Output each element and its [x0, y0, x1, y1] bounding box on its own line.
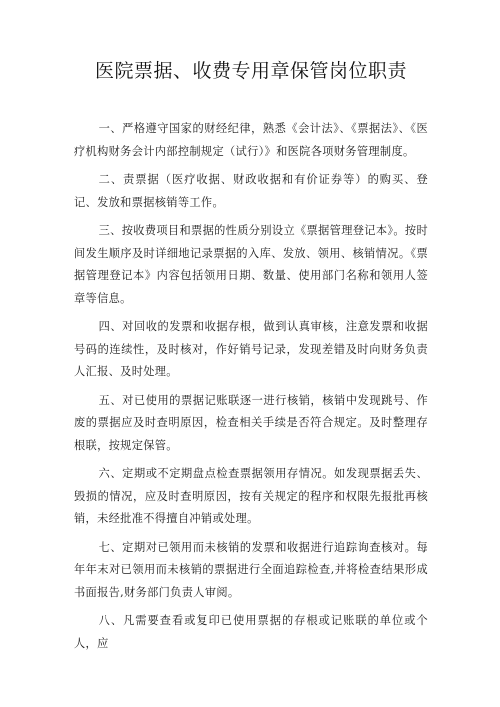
paragraph-7: 七、定期对已领用而未核销的发票和收据进行追踪询查核对。每年年末对已领用而未核销的票据进行全面追踪检查,并将检查结果形成书面报告,财务部门负责人审阅。	[74, 540, 428, 599]
paragraph-4: 四、对回收的发票和收据存根，做到认真审核，注意发票和收据号码的连续性，及时核对，作好销号记录，发现差错及时向财务负责人汇报、及时处理。	[74, 320, 428, 378]
paragraph-1: 一、严格遵守国家的财经纪律，熟悉《会计法》、《票据法》、《医疗机构财务会计内部控制规定（试行）》和医院各项财务管理制度。	[74, 122, 428, 158]
paragraph-3: 三、按收费项目和票据的性质分别设立《票据管理登记本》。按时间发生顺序及时详细地记录票据的入库、发放、领用、核销情况。《票据管理登记本》内容包括领用日期、数量、使用部门名称和领用人签章等信息。	[74, 224, 428, 305]
document-title: 医院票据、收费专用章保管岗位职责	[94, 60, 407, 82]
paragraph-6: 六、定期或不定期盘点检查票据领用存情况。如发现票据丢失、毁损的情况，应及时查明原因，按有关规定的程序和权限先报批再核销，未经批准不得擅自冲销或处理。	[74, 467, 428, 525]
paragraph-8: 八、凡需要查看或复印已使用票据的存根或记账联的单位或个人，应	[74, 614, 428, 650]
paragraph-2: 二、责票据（医疗收据、财政收据和有价证券等）的购买、登记、发放和票据核销等工作。	[74, 173, 428, 209]
paragraph-5: 五、对已使用的票据记账联逐一进行核销，核销中发现跳号、作废的票据应及时查明原因，检查相关手续是否符合规定。及时整理存根联，按规定保管。	[74, 393, 428, 452]
